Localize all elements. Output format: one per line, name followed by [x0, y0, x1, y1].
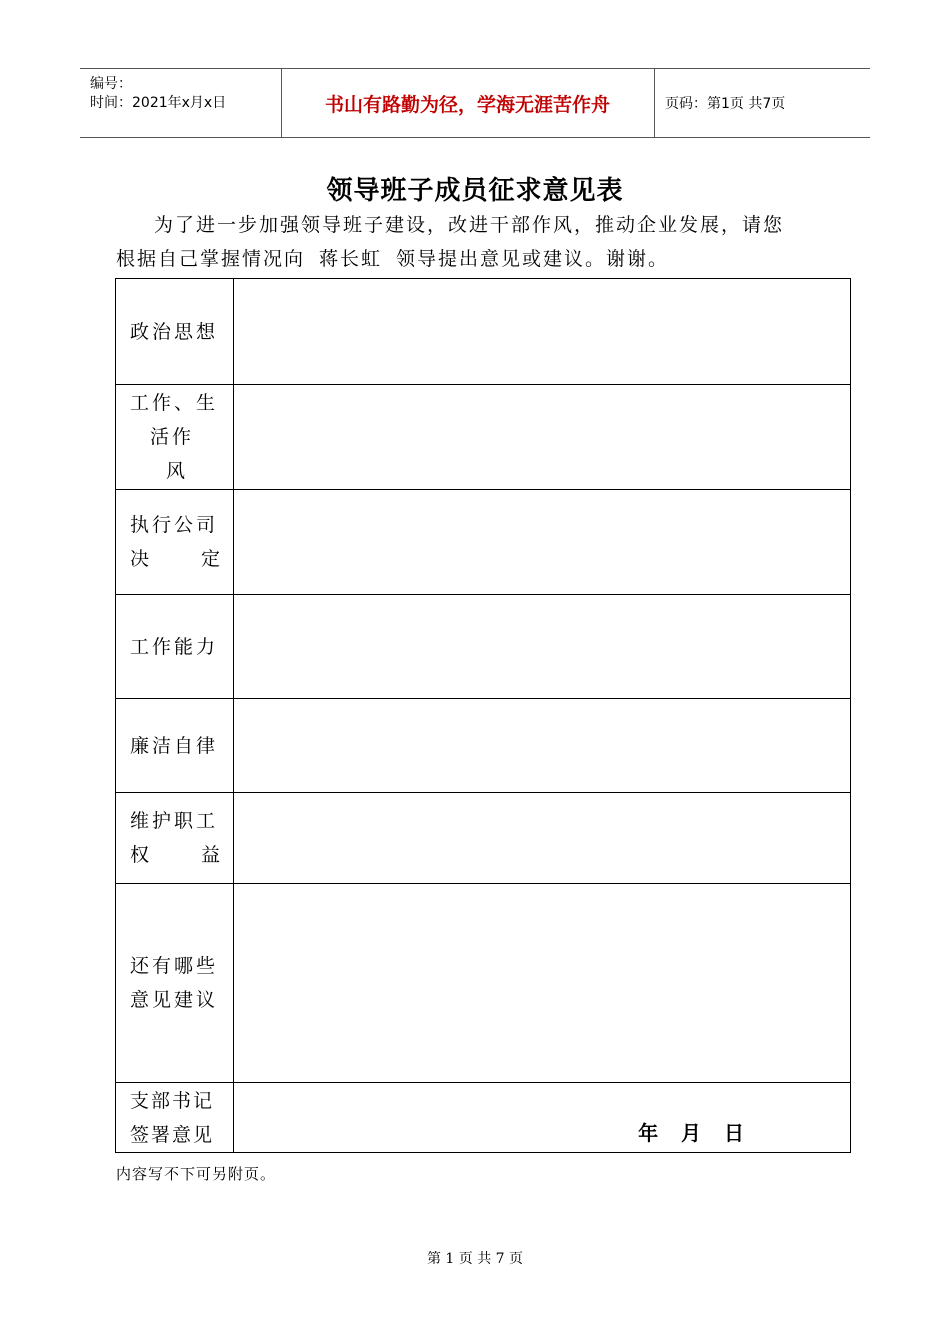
form-row-secretary-signature — [116, 1083, 851, 1153]
row-label-line: 政治思想 — [130, 320, 219, 343]
row-label-line: 还有哪些 — [130, 955, 219, 977]
row-label — [116, 595, 234, 699]
time-label: 时间：2021年x月x日 — [90, 95, 227, 111]
opinion-field-other-suggestions[interactable] — [234, 884, 851, 1083]
date-mark: 年 月 日 — [638, 1121, 752, 1145]
opinion-field-execute-decisions[interactable] — [234, 490, 851, 595]
page-title: 领导班子成员征求意见表 — [326, 176, 624, 206]
opinion-field-staff-rights[interactable] — [234, 793, 851, 884]
overflow-note: 内容写不下可另附页。 — [116, 1165, 277, 1183]
row-label-line: 签署意见 — [130, 1123, 215, 1146]
row-label-line: 支部书记 — [130, 1089, 215, 1112]
form-row-work-ability — [116, 595, 851, 699]
row-label-line: 工作能力 — [130, 635, 219, 658]
intro-line-2-post: 领导提出意见或建议。谢谢。 — [396, 248, 670, 270]
row-label-line: 风 — [166, 460, 189, 482]
row-label-line: 执行公司 — [130, 514, 219, 536]
row-label — [116, 1083, 234, 1153]
intro-line-1: 为了进一步加强领导班子建设，改进干部作风，推动企业发展，请您 — [154, 214, 785, 236]
header-divider — [654, 69, 655, 137]
header-meta — [90, 75, 226, 113]
opinion-field-political[interactable] — [234, 279, 851, 385]
form-row-political — [116, 279, 851, 385]
serial-label: 编号： — [90, 76, 132, 92]
opinion-field-work-style[interactable] — [234, 385, 851, 490]
form-row-work-style — [116, 385, 851, 490]
row-label — [116, 385, 234, 490]
document-header — [80, 68, 870, 138]
row-label — [116, 793, 234, 884]
row-label-line: 活作 — [150, 426, 195, 448]
signature-field[interactable] — [234, 1083, 851, 1153]
row-label — [116, 279, 234, 385]
row-label-line: 工作、生 — [130, 392, 219, 414]
row-label-line: 廉洁自律 — [130, 734, 219, 757]
header-page-label: 页码：第1页 共7页 — [665, 96, 786, 112]
row-label — [116, 884, 234, 1083]
header-motto: 书山有路勤为径，学海无涯苦作舟 — [324, 93, 610, 116]
intro-paragraph — [116, 208, 836, 276]
form-row-staff-rights — [116, 793, 851, 884]
row-label — [116, 490, 234, 595]
intro-line-2-pre: 根据自己掌握情况向 — [116, 248, 306, 270]
page-footer: 第 1 页 共 7 页 — [426, 1251, 524, 1267]
row-label — [116, 699, 234, 793]
row-label-line: 意见建议 — [130, 989, 219, 1011]
opinion-form-table — [115, 278, 851, 1153]
opinion-field-integrity[interactable] — [234, 699, 851, 793]
form-row-execute-decisions — [116, 490, 851, 595]
row-label-line: 维护职工 — [130, 810, 219, 832]
form-row-integrity — [116, 699, 851, 793]
row-label-line: 权 益 — [130, 844, 224, 866]
form-row-other-suggestions — [116, 884, 851, 1083]
leader-name: 蒋长虹 — [319, 248, 383, 270]
opinion-field-work-ability[interactable] — [234, 595, 851, 699]
row-label-line: 决 定 — [130, 548, 224, 570]
